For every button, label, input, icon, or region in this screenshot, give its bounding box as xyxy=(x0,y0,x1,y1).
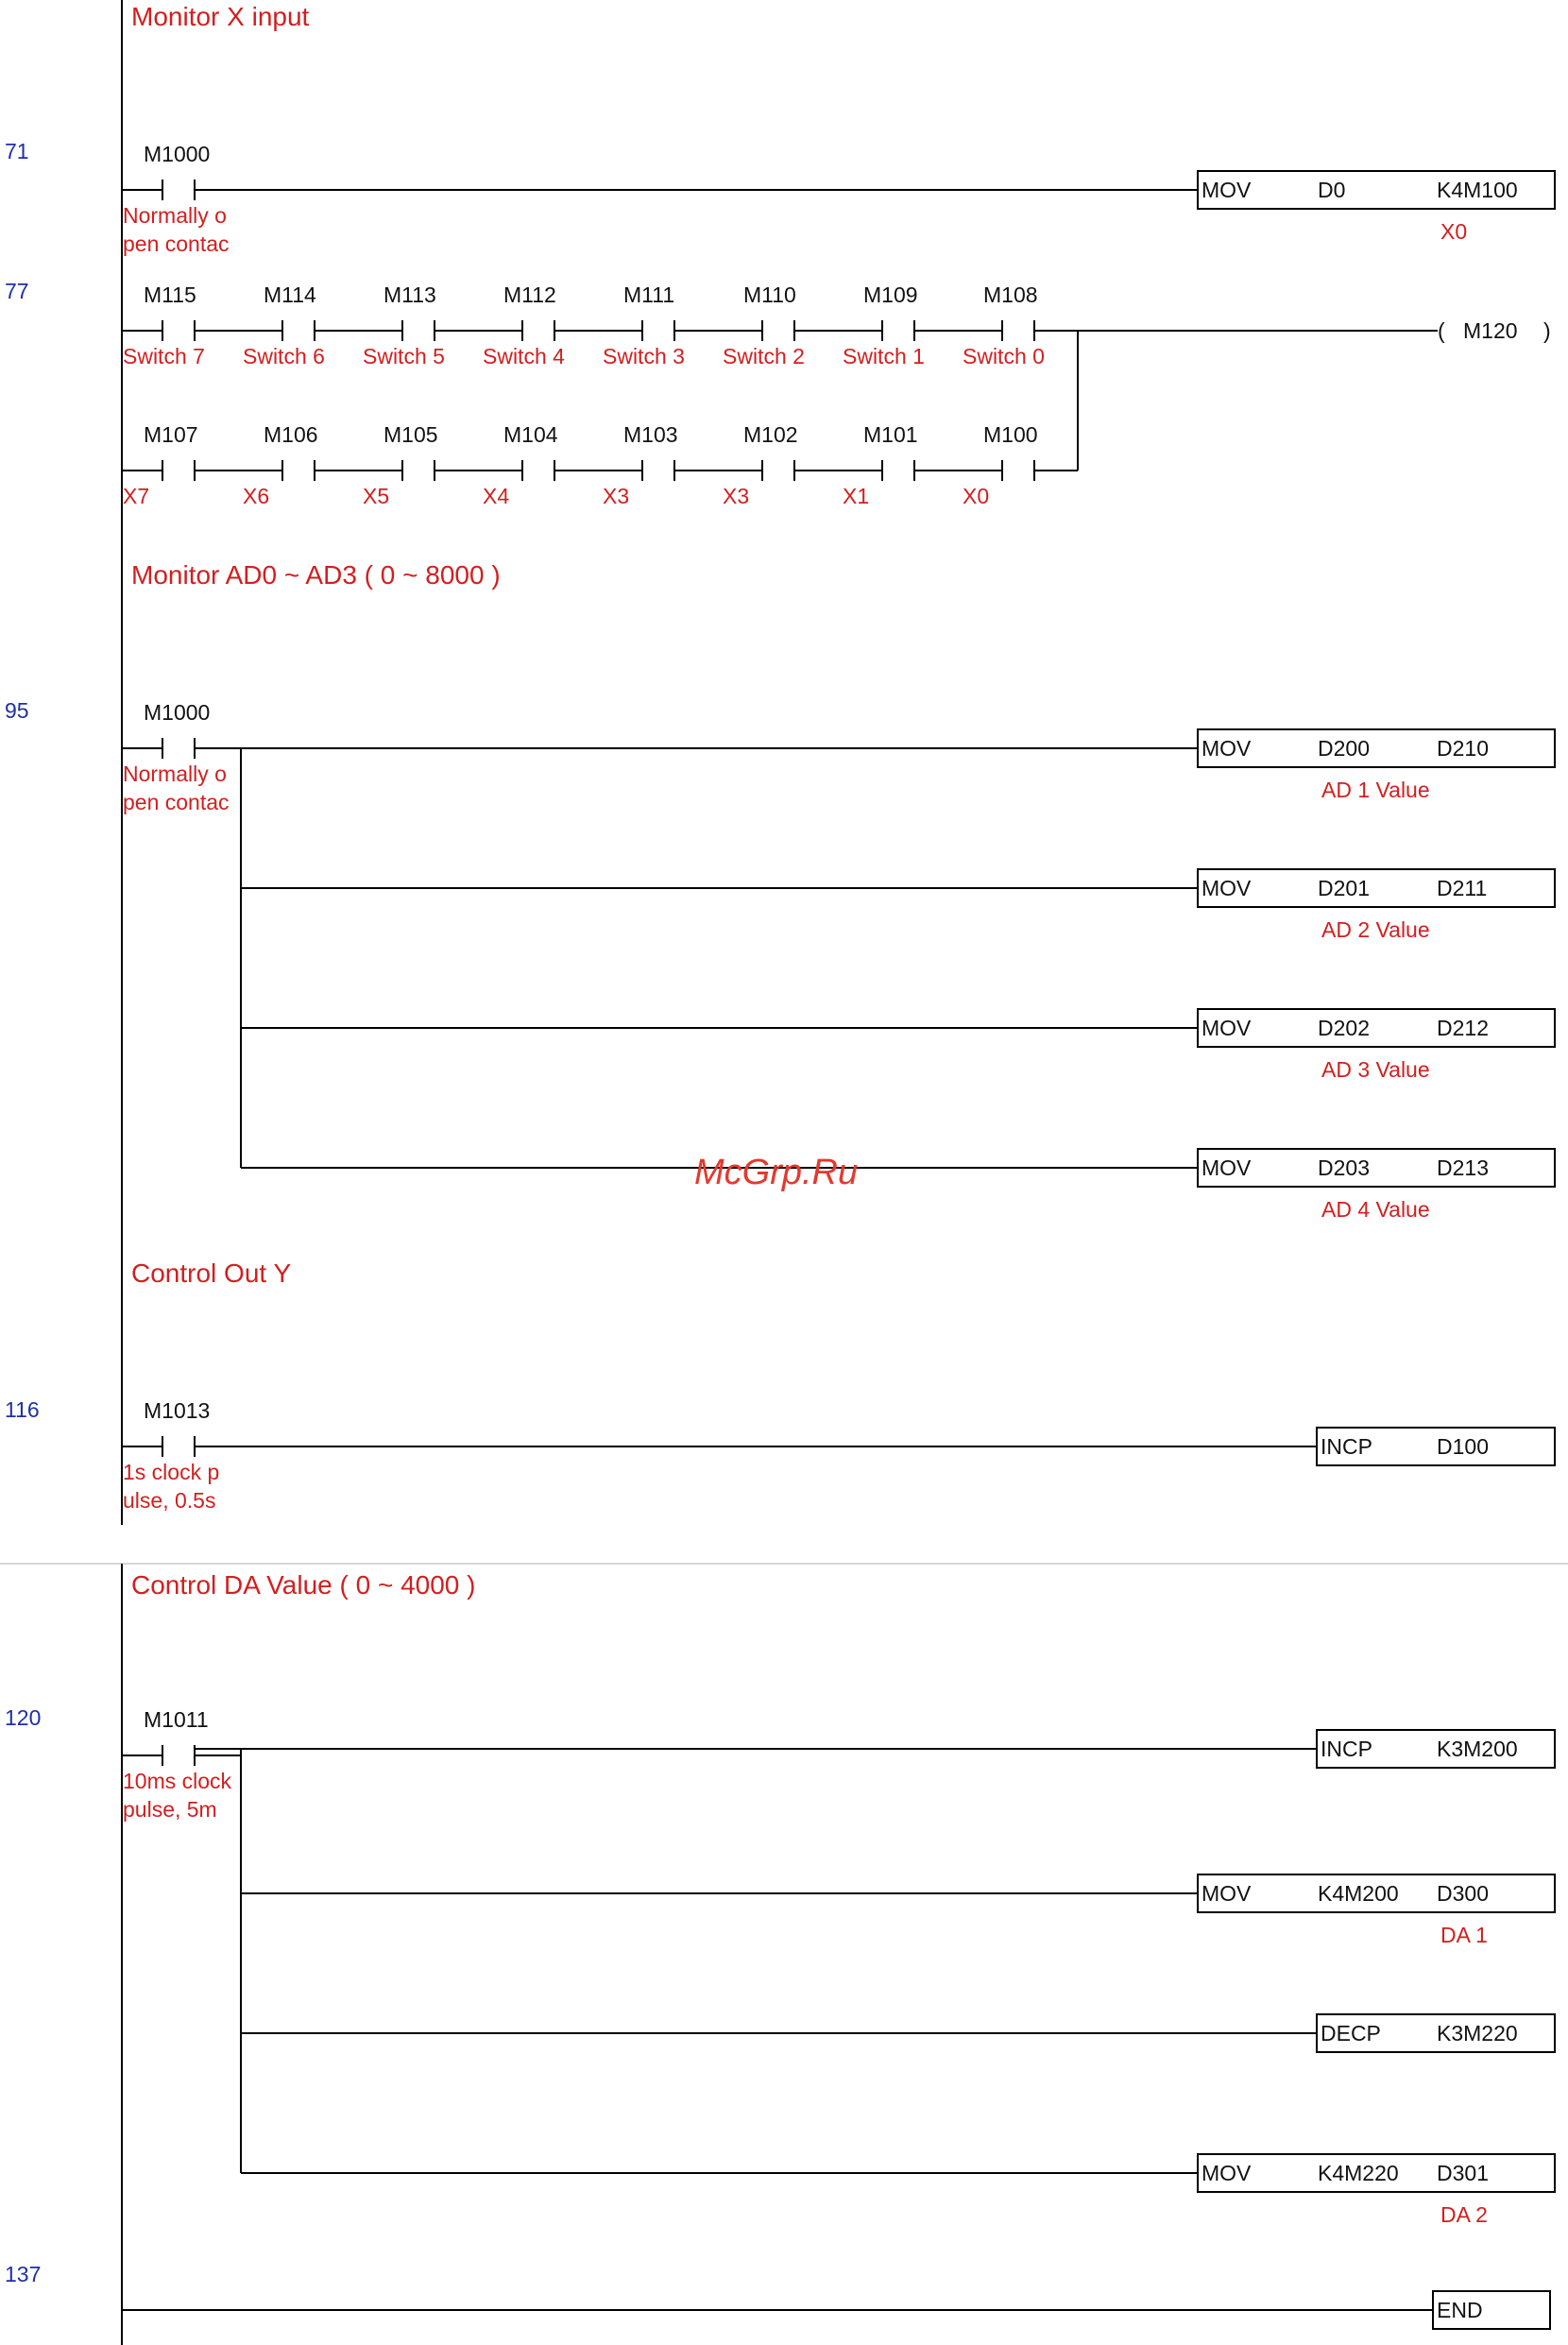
contact-device: M115 xyxy=(144,282,196,307)
contact-device: M109 xyxy=(863,282,918,307)
section-comment: Monitor X input xyxy=(131,2,310,31)
coil-paren-open: ( xyxy=(1438,318,1445,343)
instruction-operand: K4M100 xyxy=(1437,178,1518,202)
contact-comment: pen contac xyxy=(123,790,230,814)
contact-comment: Switch 6 xyxy=(243,344,325,368)
instruction-operand: D210 xyxy=(1437,736,1489,761)
contact-comment: X3 xyxy=(723,484,750,508)
rung-number: 95 xyxy=(5,698,29,723)
instruction-operand: D300 xyxy=(1437,1881,1489,1906)
contact-device: M1013 xyxy=(144,1398,211,1423)
contact-comment: 1s clock p xyxy=(123,1460,220,1484)
contact-comment: X5 xyxy=(363,484,390,508)
coil-paren-close: ) xyxy=(1543,318,1551,343)
operand-comment: DA 2 xyxy=(1440,2202,1488,2227)
contact-device: M107 xyxy=(144,422,198,447)
coil-device: M120 xyxy=(1463,318,1518,343)
operand-comment: AD 4 Value xyxy=(1321,1197,1430,1222)
contact-device: M100 xyxy=(983,422,1038,447)
instruction-operand: D202 xyxy=(1318,1016,1370,1040)
instruction-op: MOV xyxy=(1202,1016,1252,1040)
instruction-box xyxy=(1198,729,1555,767)
contact-comment: Switch 3 xyxy=(603,344,685,368)
contact-comment: Switch 5 xyxy=(363,344,445,368)
instruction-operand: D200 xyxy=(1318,736,1370,761)
contact-comment: X7 xyxy=(123,484,150,508)
section-comment: Monitor AD0 ~ AD3 ( 0 ~ 8000 ) xyxy=(131,560,501,590)
contact-comment: pen contac xyxy=(123,231,230,256)
instruction-operand: K4M220 xyxy=(1318,2161,1399,2185)
rung-number: 71 xyxy=(5,139,29,163)
instruction-operand: D203 xyxy=(1318,1155,1370,1180)
instruction-op: MOV xyxy=(1202,1155,1252,1180)
rung-number: 77 xyxy=(5,279,29,303)
contact-comment: X3 xyxy=(603,484,630,508)
section-comment: Control DA Value ( 0 ~ 4000 ) xyxy=(131,1570,476,1600)
contact-device: M110 xyxy=(743,282,796,307)
rung-number: 116 xyxy=(5,1397,40,1422)
contact-comment: Switch 7 xyxy=(123,344,205,368)
instruction-op: MOV xyxy=(1202,876,1252,900)
contact-device: M101 xyxy=(863,422,918,447)
instruction-op: MOV xyxy=(1202,2161,1252,2185)
contact-device: M106 xyxy=(264,422,318,447)
contact-device: M1000 xyxy=(144,142,211,166)
instruction-operand: K3M220 xyxy=(1437,2021,1518,2045)
instruction-operand: D301 xyxy=(1437,2161,1489,2185)
contact-comment: Switch 2 xyxy=(723,344,805,368)
instruction-operand: K3M200 xyxy=(1437,1737,1518,1761)
instruction-operand: D201 xyxy=(1318,876,1370,900)
instruction-operand: D0 xyxy=(1318,178,1346,202)
operand-comment: AD 2 Value xyxy=(1321,917,1430,942)
contact-comment: Normally o xyxy=(123,762,227,786)
contact-comment: Normally o xyxy=(123,203,227,228)
contact-comment: X4 xyxy=(483,484,510,508)
instruction-operand: D100 xyxy=(1437,1434,1489,1459)
instruction-op: MOV xyxy=(1202,736,1252,761)
contact-comment: X0 xyxy=(963,484,990,508)
contact-comment: 10ms clock xyxy=(123,1769,232,1793)
operand-comment: AD 3 Value xyxy=(1321,1057,1430,1082)
contact-comment: Switch 4 xyxy=(483,344,565,368)
contact-device: M105 xyxy=(383,422,438,447)
contact-device: M103 xyxy=(623,422,678,447)
instruction-operand: D211 xyxy=(1437,876,1488,900)
contact-comment: Switch 1 xyxy=(843,344,925,368)
operand-comment: X0 xyxy=(1440,219,1468,244)
operand-comment: AD 1 Value xyxy=(1321,778,1430,802)
instruction-op: INCP xyxy=(1321,1434,1372,1459)
instruction-op: MOV xyxy=(1202,1881,1252,1906)
contact-device: M112 xyxy=(503,282,556,307)
contact-device: M104 xyxy=(503,422,558,447)
watermark-text: McGrp.Ru xyxy=(694,1153,859,1192)
contact-device: M114 xyxy=(264,282,316,307)
rung-number: 137 xyxy=(5,2262,42,2286)
instruction-box xyxy=(1198,1009,1555,1047)
contact-comment: pulse, 5m xyxy=(123,1797,217,1822)
instruction-operand: D213 xyxy=(1437,1155,1489,1180)
contact-device: M113 xyxy=(383,282,436,307)
instruction-box xyxy=(1198,1149,1555,1187)
contact-device: M111 xyxy=(623,282,675,307)
contact-comment: ulse, 0.5s xyxy=(123,1488,216,1513)
contact-device: M102 xyxy=(743,422,798,447)
contact-comment: X1 xyxy=(843,484,870,508)
instruction-operand: K4M200 xyxy=(1318,1881,1399,1906)
instruction-box xyxy=(1198,869,1555,907)
operand-comment: DA 1 xyxy=(1440,1923,1488,1947)
instruction-op: DECP xyxy=(1321,2021,1381,2045)
instruction-op: MOV xyxy=(1202,178,1252,202)
contact-comment: Switch 0 xyxy=(963,344,1045,368)
contact-comment: X6 xyxy=(243,484,270,508)
contact-device: M1000 xyxy=(144,700,211,725)
contact-device: M1011 xyxy=(144,1707,209,1732)
instruction-op: INCP xyxy=(1321,1737,1372,1761)
contact-device: M108 xyxy=(983,282,1038,307)
instruction-op: END xyxy=(1437,2298,1483,2322)
instruction-operand: D212 xyxy=(1437,1016,1489,1040)
section-comment: Control Out Y xyxy=(131,1258,292,1288)
rung-number: 120 xyxy=(5,1705,42,1730)
